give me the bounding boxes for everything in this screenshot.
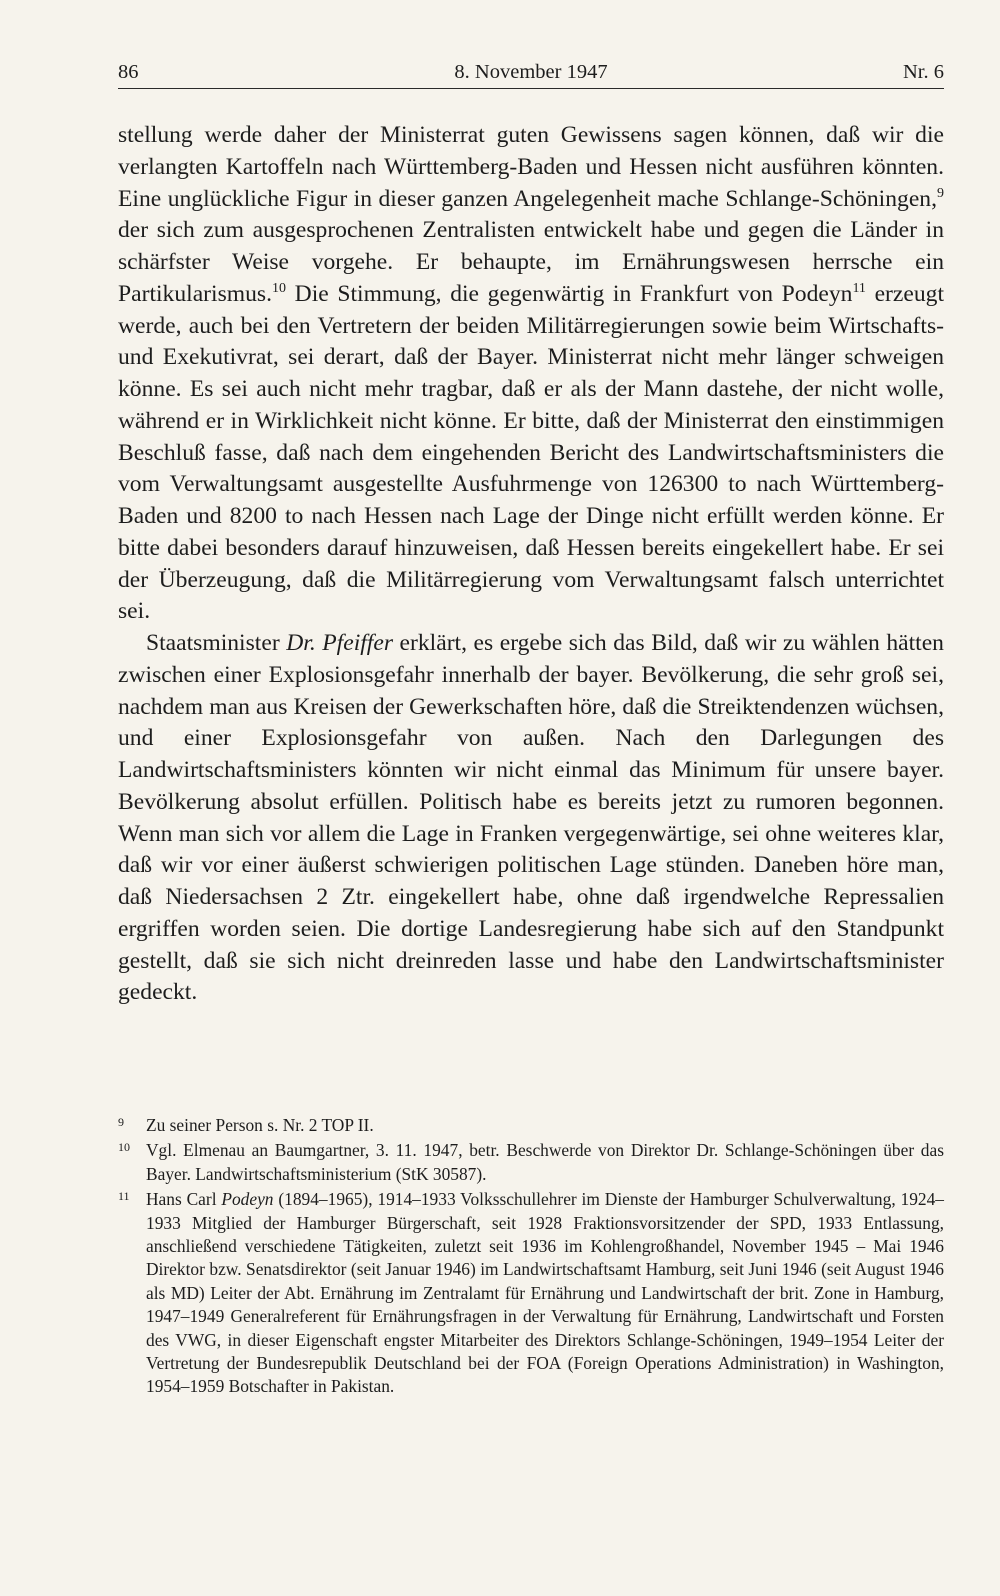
footnote-text-b: (1894–1965), 1914–1933 Volksschullehrer im Dienste der Hamburger Schulverwaltung, 1924–1933 Mitglied der Hamburger Bürgerschaft, seit 1928 Fraktionsvorsitzender der SPD, 1933 Entlassung, anschließend verschiedene Tätigkeiten, zuletzt seit 1936 im Kohlengroßhandel, November 1945 – Mai 1946 Direktor bzw. Senatsdirektor (seit Januar 1946) im Landwirtschaftsamt Hamburg, seit Juni 1946 (seit August 1946 als MD) Leiter der Abt. Ernährung im Zentralamt für Ernährung und Landwirtschaft der brit. Zone in Hamburg, 1947–1949 Generalreferent für Ernährungsfragen in der Verwaltung für Ernährung, Landwirtschaft und Forsten des VWG, in dieser Eigenschaft engster Mitarbeiter des Direktors Schlange-Schöningen, 1949–1954 Leiter der Vertretung der Bundesrepublik Deutschland bei der FOA (Foreign Operations Administration) in Washington, 1954–1959 Botschafter in Pakistan. bbox=[146, 1189, 944, 1397]
main-text bbox=[118, 120, 944, 1009]
p1-text-d: erzeugt werde, auch bei den Vertretern der beiden Militärregierungen sowie beim Wirtschafts- und Exekutivrat, sei derart, daß der Bayer. Ministerrat nicht mehr länger schweigen könne. Es sei auch nicht mehr tragbar, daß er als der Mann dastehe, der nicht wolle, während er in Wirklichkeit nicht könne. Er bitte, daß der Ministerrat den einstimmigen Beschluß fasse, daß nach dem eingehenden Bericht des Landwirtschaftsministers die vom Verwaltungsamt ausgestellte Ausfuhrmenge von 126300 to nach Württemberg-Baden und 8200 to nach Hessen nach Lage der Dinge nicht erfüllt werden könne. Er bitte dabei besonders darauf hinzuweisen, daß Hessen bereits eingekellert habe. Er sei der Überzeugung, daß die Militärregierung vom Verwaltungsamt falsch unterrichtet sei. bbox=[118, 280, 944, 625]
footnote-text: Vgl. Elmenau an Baumgartner, 3. 11. 1947, betr. Beschwerde von Direktor Dr. Schlange-Schöningen über das Bayer. Landwirtschaftsministerium (StK 30587). bbox=[146, 1140, 944, 1184]
paragraph-2 bbox=[118, 628, 944, 1009]
p2-text-a: Staatsminister bbox=[146, 630, 287, 656]
p1-text-b: der sich zum ausgesprochenen Zentralisten entwickelt habe und gegen die Länder in schärfster Weise vorgehe. Er behaupte, im Ernährungswesen herrsche ein Partikularismus. bbox=[118, 217, 944, 307]
footnote-9 bbox=[118, 1114, 944, 1137]
p2-text-b: erklärt, es ergebe sich das Bild, daß wir zu wählen hätten zwischen einer Explosionsgefahr innerhalb der bayer. Bevölkerung, die sehr groß sei, nachdem man aus Kreisen der Gewerkschaften höre, daß die Streiktendenzen wüchsen, und einer Explosionsgefahr von außen. Nach den Darlegungen des Landwirtschaftsministers könnten wir nicht einmal das Minimum für unsere bayer. Bevölkerung absolut erfüllen. Politisch habe es bereits jetzt zu rumoren begonnen. Wenn man sich vor allem die Lage in Franken vergegenwärtige, sei ohne weiteres klar, daß wir vor einer äußerst schwierigen politischen Lage stünden. Daneben höre man, daß Niedersachsen 2 Ztr. eingekellert habe, ohne daß irgendwelche Repressalien ergriffen worden seien. Die dortige Landesregierung habe sich auf den Standpunkt gestellt, daß sie sich nicht dreinreden lasse und habe den Landwirtschaftsminister gedeckt. bbox=[118, 630, 944, 1006]
footnote-ref-11[interactable]: 11 bbox=[852, 280, 866, 296]
footnote-number: 10 bbox=[118, 1140, 130, 1155]
running-head bbox=[118, 58, 944, 86]
footnote-text: Zu seiner Person s. Nr. 2 TOP II. bbox=[146, 1115, 374, 1135]
header-rule bbox=[118, 88, 944, 89]
p1-text-a: stellung werde daher der Ministerrat guten Gewissens sagen können, daß wir die verlangten Kartoffeln nach Württemberg-Baden und Hessen nicht ausführen könnten. Eine unglückliche Figur in dieser ganzen Angelegenheit mache Schlange-Schöningen, bbox=[118, 122, 944, 212]
footnote-number: 11 bbox=[118, 1189, 130, 1204]
document-number: Nr. 6 bbox=[903, 61, 944, 83]
footnote-number: 9 bbox=[118, 1115, 124, 1129]
footnote-ref-10[interactable]: 10 bbox=[272, 280, 287, 296]
paragraph-1 bbox=[118, 120, 944, 628]
footnotes bbox=[118, 1114, 944, 1401]
footnote-11 bbox=[118, 1188, 944, 1399]
p1-text-c: Die Stimmung, die gegenwärtig in Frankfurt von Podeyn bbox=[286, 280, 853, 307]
footnote-10 bbox=[118, 1139, 944, 1186]
footnote-text-a: Hans Carl bbox=[146, 1189, 222, 1210]
header-date: 8. November 1947 bbox=[454, 61, 608, 83]
person-name-podeyn: Podeyn bbox=[221, 1189, 274, 1210]
page-number: 86 bbox=[118, 61, 139, 83]
person-name-pfeiffer: Dr. Pfeiffer bbox=[286, 630, 394, 656]
footnote-ref-9[interactable]: 9 bbox=[937, 185, 944, 201]
